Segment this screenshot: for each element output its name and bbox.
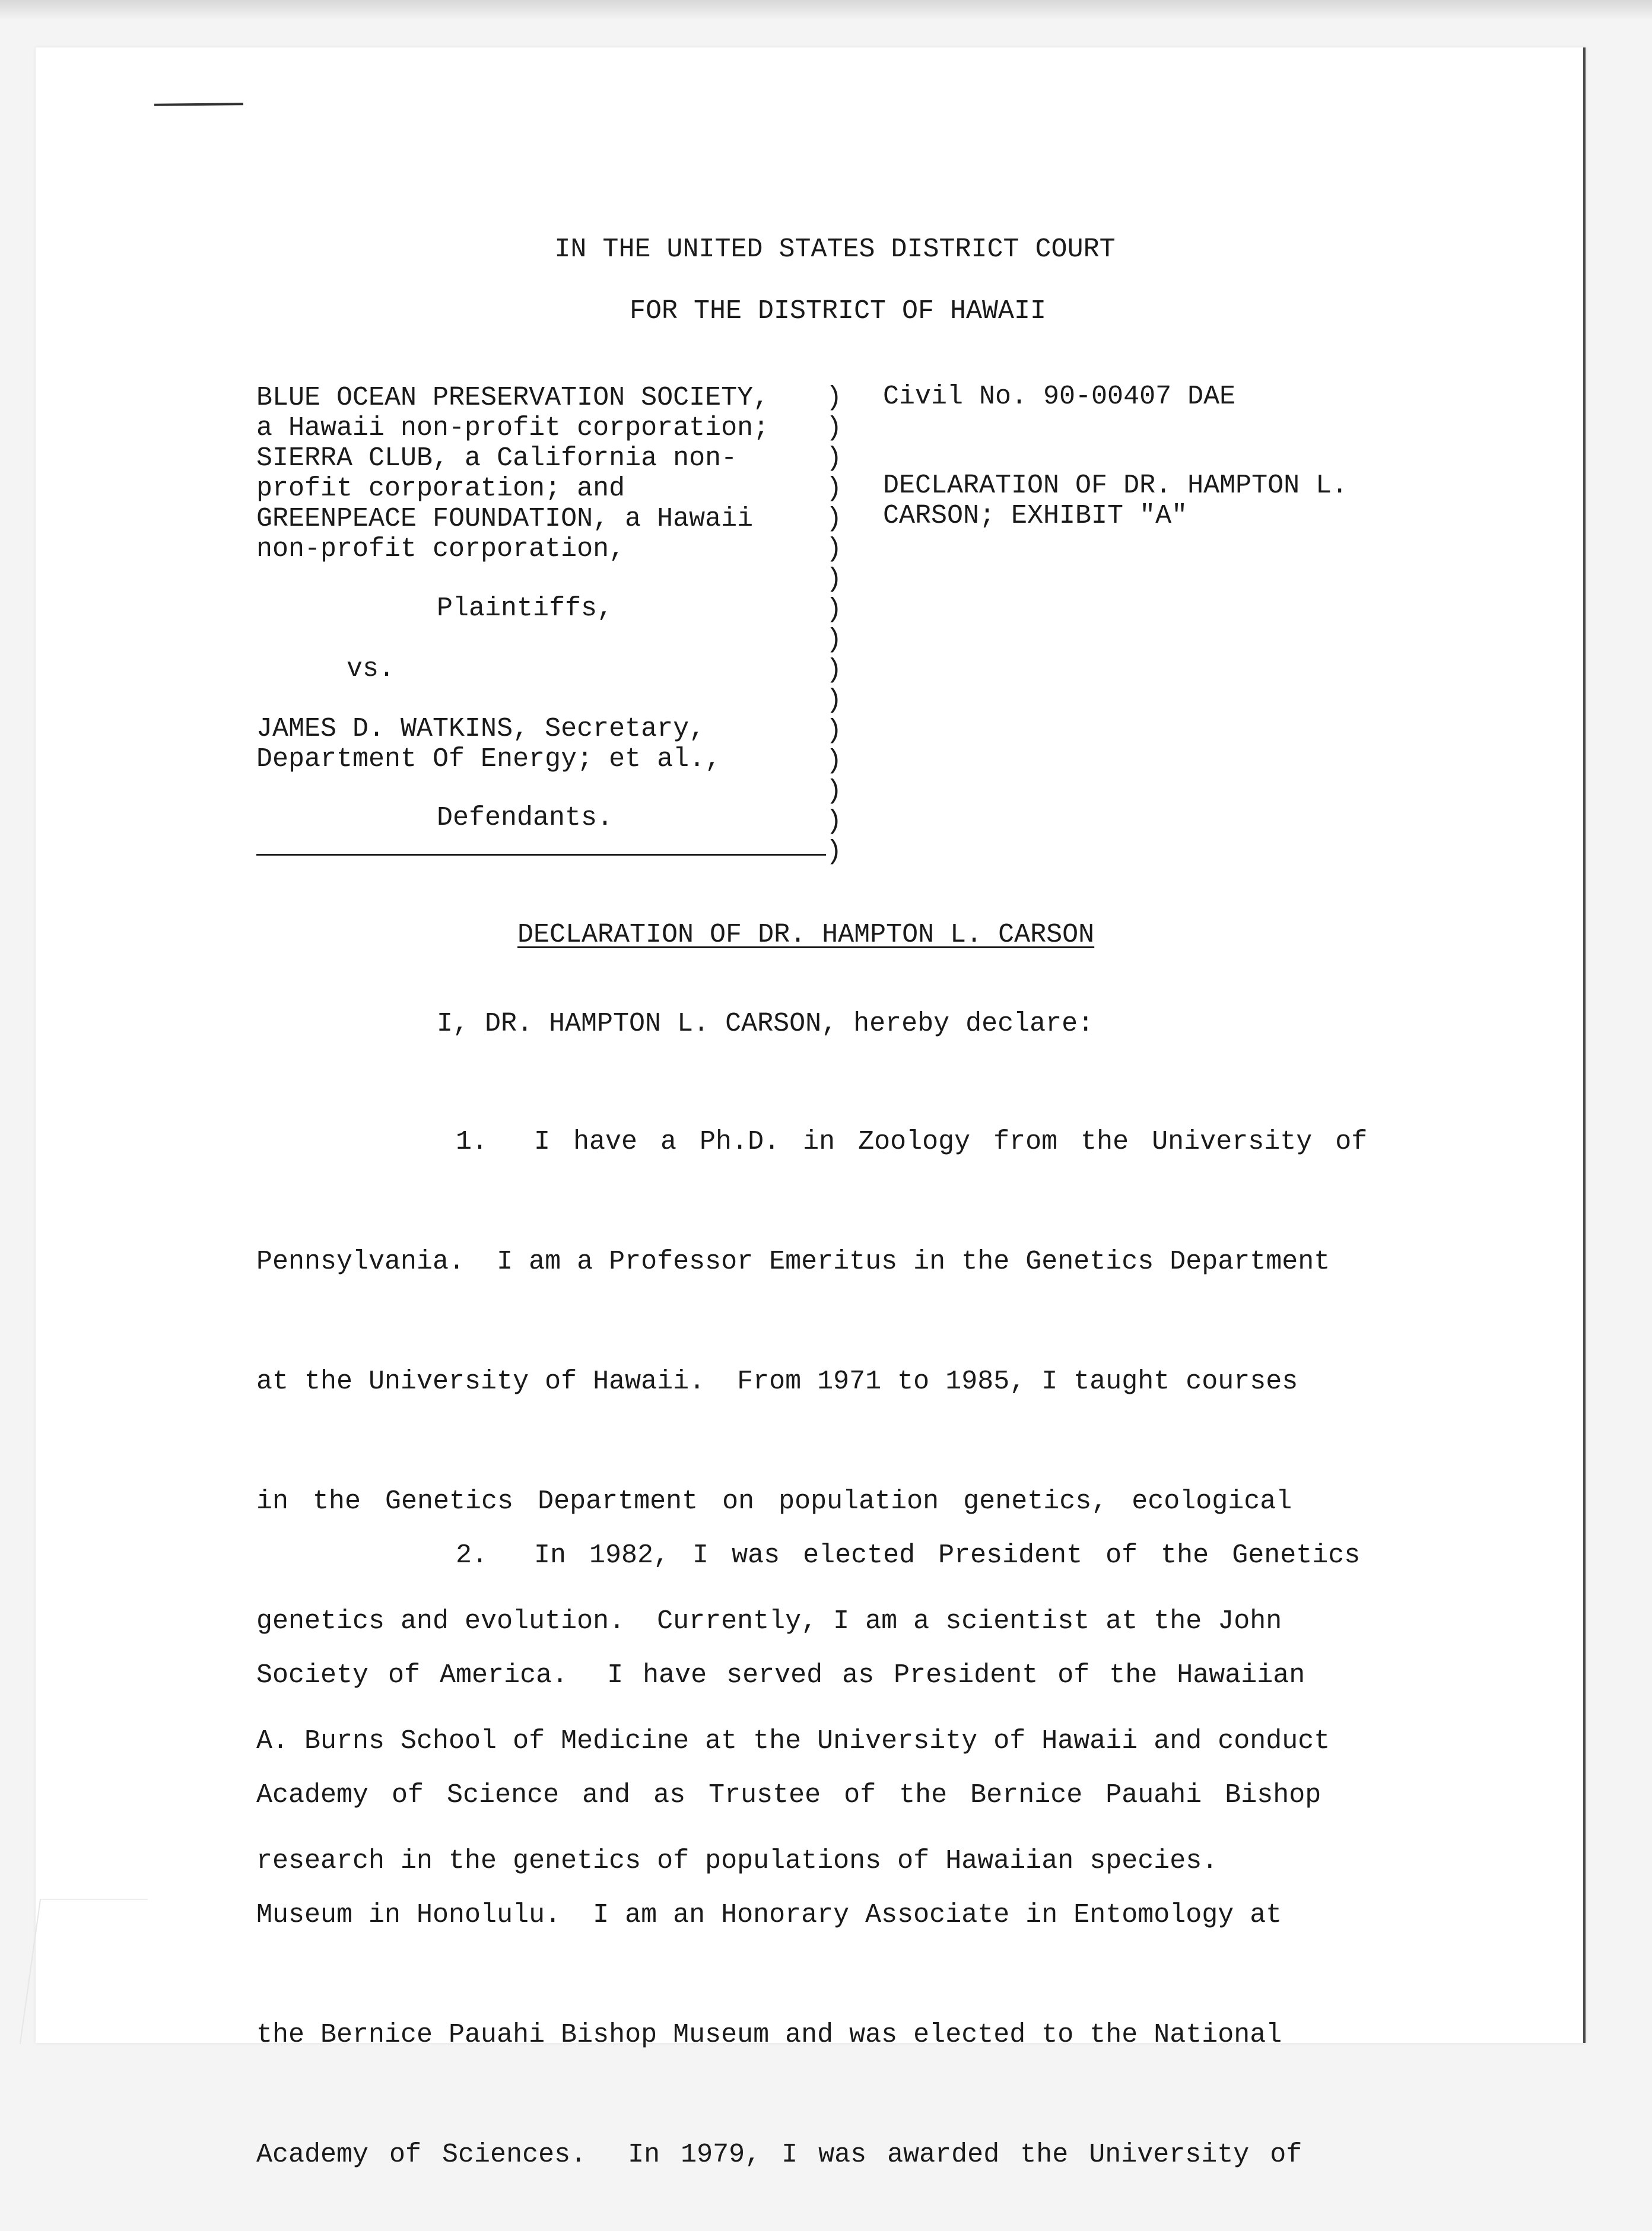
court-name: IN THE UNITED STATES DISTRICT COURT [554,234,1116,265]
party-line: non-profit corporation, [256,534,625,564]
paragraph-line: at the University of Hawaii. From 1971 to 1985, I taught courses [256,1366,1298,1397]
defendant-line: JAMES D. WATKINS, Secretary, [256,714,706,744]
party-line: GREENPEACE FOUNDATION, a Hawaii [256,504,754,534]
paragraph-line: Pennsylvania. I am a Professor Emeritus in the Genetics Department [256,1247,1330,1277]
caption-paren-column: ) ) ) ) ) ) ) ) ) ) ) ) ) ) ) ) [826,383,843,867]
paragraph-line: A. Burns School of Medicine at the University of Hawaii and conduct [256,1726,1330,1756]
scan-artifact [20,1899,148,2044]
caption-rule [256,854,826,856]
document-title-line: CARSON; EXHIBIT "A" [883,501,1188,531]
plaintiffs-label: Plaintiffs, [437,593,614,624]
declaration-heading: DECLARATION OF DR. HAMPTON L. CARSON [517,920,1095,950]
paragraph-line: Museum in Honolulu. I am an Honorary Associate in Entomology at [256,1900,1282,1930]
paragraph-line: 1. I have a Ph.D. in Zoology from the University of [456,1127,1368,1157]
paragraph-line: genetics and evolution. Currently, I am a scientist at the John [256,1606,1282,1636]
party-line: profit corporation; and [256,473,625,504]
party-line: SIERRA CLUB, a California non- [256,443,738,473]
paragraph-line: 2. In 1982, I was elected President of the Genetics [456,1540,1361,1571]
document-title-line: DECLARATION OF DR. HAMPTON L. [883,471,1348,501]
paragraph-2 [256,1482,1419,2231]
paragraph-line: Society of America. I have served as President of the Hawaiian [256,1660,1305,1690]
party-line: BLUE OCEAN PRESERVATION SOCIETY, [256,383,770,413]
paragraph-line: in the Genetics Department on population genetics, ecological [256,1486,1292,1517]
paragraph-line: the Bernice Pauahi Bishop Museum and was elected to the National [256,2020,1282,2050]
party-line: a Hawaii non-profit corporation; [256,413,770,443]
civil-number: Civil No. 90-00407 DAE [883,382,1236,412]
versus-label: vs. [347,654,395,684]
paragraph-line: Academy of Science and as Trustee of the Bernice Pauahi Bishop [256,1780,1321,1810]
intro-line: I, DR. HAMPTON L. CARSON, hereby declare: [437,1009,1094,1039]
court-district: FOR THE DISTRICT OF HAWAII [629,296,1047,326]
paragraph-line: Academy of Sciences. In 1979, I was awarded the University of [256,2140,1302,2170]
defendant-line: Department Of Energy; et al., [256,744,722,774]
defendants-label: Defendants. [437,803,614,833]
scanner-edge-shadow [0,0,1652,20]
paragraph-line: research in the genetics of populations of Hawaiian species. [256,1846,1218,1876]
